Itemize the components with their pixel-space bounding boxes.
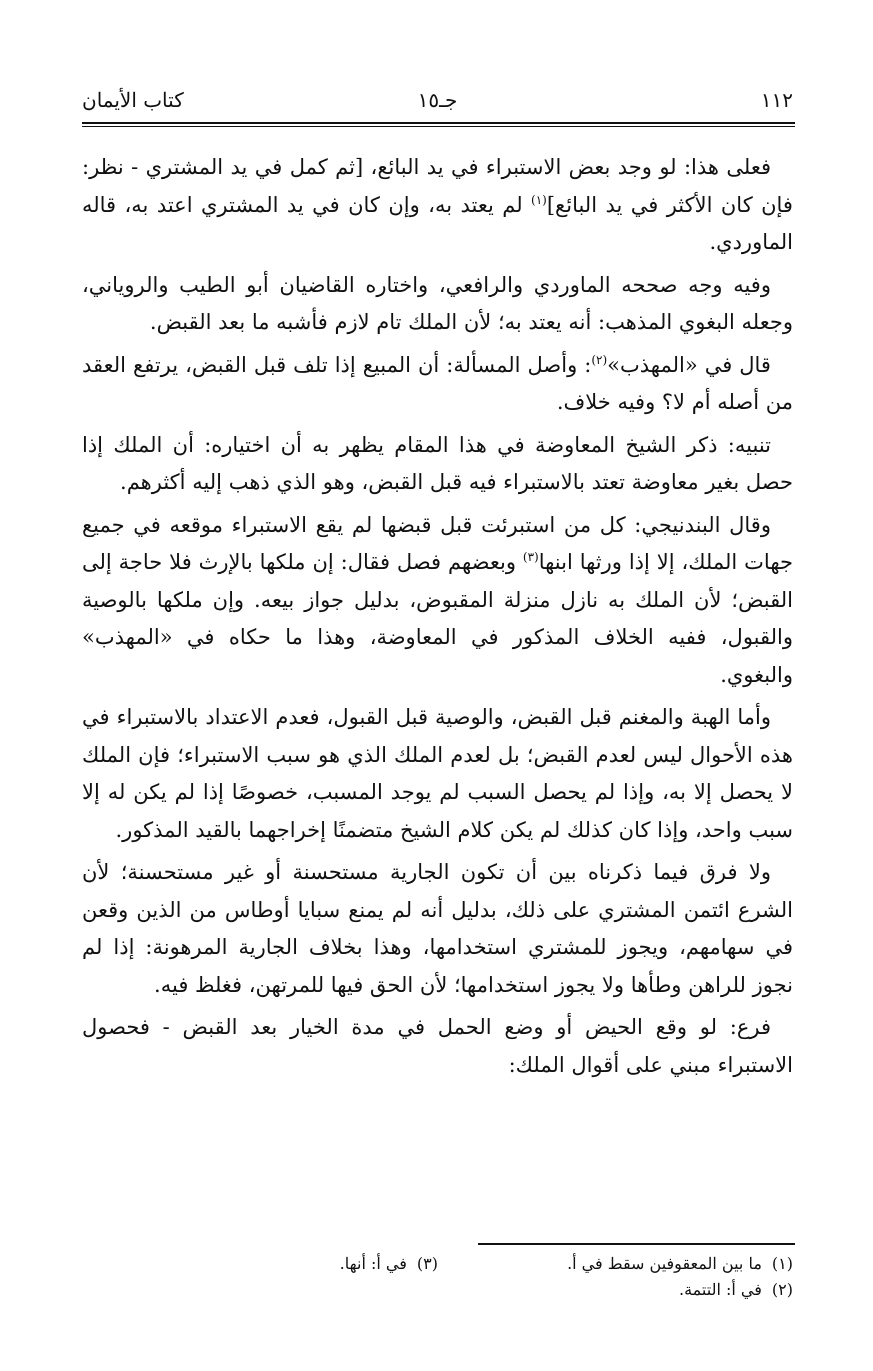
book-title: كتاب الأيمان [82,88,184,112]
footnote-ref: (٢) [591,352,608,367]
paragraph: وفيه وجه صححه الماوردي والرافعي، واختاره القاضيان أبو الطيب والروياني، وجعله البغوي المذهب: أنه يعتد به؛ لأن الملك تام لازم فأشبه ما بعد القبض. [82,272,793,334]
footnote: (٢)في أ: التتمة. [679,1280,793,1299]
footnote: (٣)في أ: أنها. [339,1254,438,1273]
paragraph: ولا فرق فيما ذكرناه بين أن تكون الجارية مستحسنة أو غير مستحسنة؛ لأن الشرع ائتمن المشتري على ذلك، بدليل أنه لم يمنع سبايا أوطاس من الذين وقعن في سهامهم، ويجوز للمشتري استخدامها، وهذا بخلاف الجارية المرهونة: إذا لم نجوز للراهن وطأها ولا يجوز استخدامها؛ لأن الحق فيها للمرتهن، فغلظ فيه. [82,860,793,997]
footnote-rule [478,1243,795,1245]
header-rule-thin [82,126,795,127]
paragraph: وقال البندنيجي: كل من استبرئت قبل قبضها لم يقع الاستبراء موقعه في جميع جهات الملك، إلا إذا ورثها ابنها$^{(٣)}$ وبعضهم فصل فقال: إن ملكها بالإرث فلا حاجة إلى القبض؛ لأن الملك به نازل منزلة المقبوض، بدليل جواز بيعه. وإن ملكها بالوصية والقبول، ففيه الخلاف المذكور في المعاوضة، وهذا ما حكاه في «المهذب» والبغوي. [82,512,793,687]
footnote-ref: (٣) [522,550,539,564]
footnote-row [82,1251,793,1277]
volume-label: جـ١٥ [417,88,458,112]
header-rule [82,122,795,124]
page-number: ١١٢ [760,88,793,112]
page-header [82,88,793,120]
footnote: (١)ما بين المعقوفين سقط في أ. [567,1254,793,1273]
paragraph: قال في «المهذب»$^{(٢)}$: وأصل المسألة: أن المبيع إذا تلف قبل القبض، يرتفع العقد من أصله أم لا؟ وفيه خلاف. [82,352,793,414]
footnotes [82,1251,793,1303]
body-text [82,149,793,1089]
footnote-row [82,1277,793,1303]
paragraph: وأما الهبة والمغنم قبل القبض، والوصية قبل القبول، فعدم الاعتداد بالاستبراء في هذه الأحوال ليس لعدم القبض؛ بل لعدم الملك الذي هو سبب الاستبراء؛ فإن الملك لا يحصل إلا به، وإذا لم يحصل السبب لم يوجد المسبب، خصوصًا إذا لم يكن له إلا سبب واحد، وإذا كان كذلك لم يكن كلام الشيخ متضمنًا إخراجهما بالقيد المذكور. [82,705,793,842]
footnote-ref: (١) [531,192,547,207]
paragraph: تنبيه: ذكر الشيخ المعاوضة في هذا المقام يظهر به أن اختياره: أن الملك إذا حصل بغير معاوضة تعتد بالاستبراء فيه قبل القبض، وهو الذي ذهب إليه أكثرهم. [82,432,793,494]
paragraph: فعلى هذا: لو وجد بعض الاستبراء في يد البائع، [ثم كمل في يد المشتري - نظر: فإن كان الأكثر في يد البائع]$^{(١)}$ لم يعتد به، وإن كان في يد المشتري اعتد به، قاله الماوردي. [82,155,793,254]
paragraph: فرع: لو وقع الحيض أو وضع الحمل في مدة الخيار بعد القبض - فحصول الاستبراء مبني على أقوال الملك: [82,1015,793,1077]
